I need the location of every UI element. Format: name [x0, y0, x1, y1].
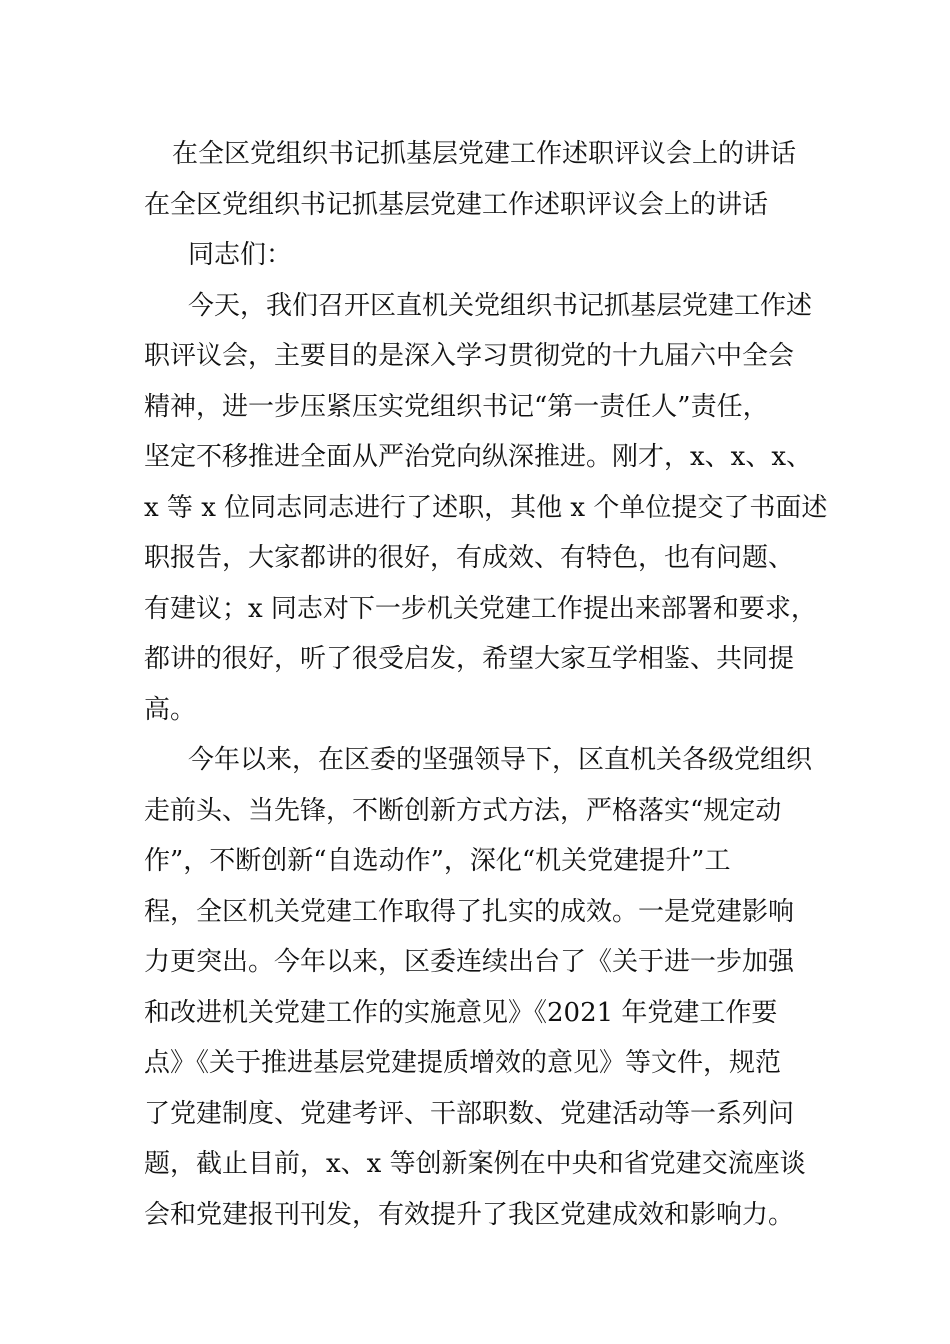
paragraph-line: 有建议；x 同志对下一步机关党建工作提出来部署和要求， — [144, 593, 817, 624]
paragraph-line: 作”，不断创新“自选动作”，深化“机关党建提升”工 — [144, 846, 731, 876]
paragraph-2 — [144, 735, 813, 1240]
paragraph-line: 今年以来，在区委的坚强领导下，区直机关各级党组织 — [188, 745, 813, 775]
paragraph-line: 程，全区机关党建工作取得了扎实的成效。一是党建影响 — [144, 896, 795, 927]
document-title-line-1: 在全区党组织书记抓基层党建工作述职评议会上的讲话 — [172, 139, 797, 169]
paragraph-line: 都讲的很好，听了很受启发，希望大家互学相鉴、共同提 — [144, 644, 795, 674]
paragraph-line: 职报告，大家都讲的很好，有成效、有特色，也有问题、 — [144, 543, 795, 573]
salutation: 同志们： — [188, 240, 293, 270]
paragraph-line: 力更突出。今年以来，区委连续出台了《关于进一步加强 — [144, 947, 795, 977]
paragraph-line: 坚定不移推进全面从严治党向纵深推进。刚才，x、x、x、 — [144, 442, 812, 472]
paragraph-line: x 等 x 位同志同志进行了述职，其他 x 个单位提交了书面述 — [144, 492, 828, 523]
paragraph-line: 和改进机关党建工作的实施意见》《2021 年党建工作要 — [144, 997, 778, 1028]
paragraph-line: 会和党建报刊刊发，有效提升了我区党建成效和影响力。 — [144, 1199, 795, 1230]
paragraph-line: 今天，我们召开区直机关党组织书记抓基层党建工作述 — [188, 290, 813, 321]
paragraph-line: 走前头、当先锋，不断创新方式方法，严格落实“规定动 — [144, 795, 782, 826]
document-body — [144, 129, 828, 1240]
paragraph-line: 高。 — [144, 694, 197, 725]
paragraph-line: 点》《关于推进基层党建提质增效的意见》等文件，规范 — [144, 1048, 782, 1078]
document-title-line-2: 在全区党组织书记抓基层党建工作述职评议会上的讲话 — [144, 189, 769, 220]
paragraph-1 — [144, 281, 828, 736]
paragraph-line: 了党建制度、党建考评、干部职数、党建活动等一系列问 — [144, 1098, 795, 1129]
paragraph-line: 题，截止目前，x、x 等创新案例在中央和省党建交流座谈 — [144, 1149, 806, 1179]
paragraph-line: 职评议会，主要目的是深入学习贯彻党的十九届六中全会 — [144, 341, 795, 371]
paragraph-line: 精神，进一步压紧压实党组织书记“第一责任人”责任， — [144, 391, 769, 422]
